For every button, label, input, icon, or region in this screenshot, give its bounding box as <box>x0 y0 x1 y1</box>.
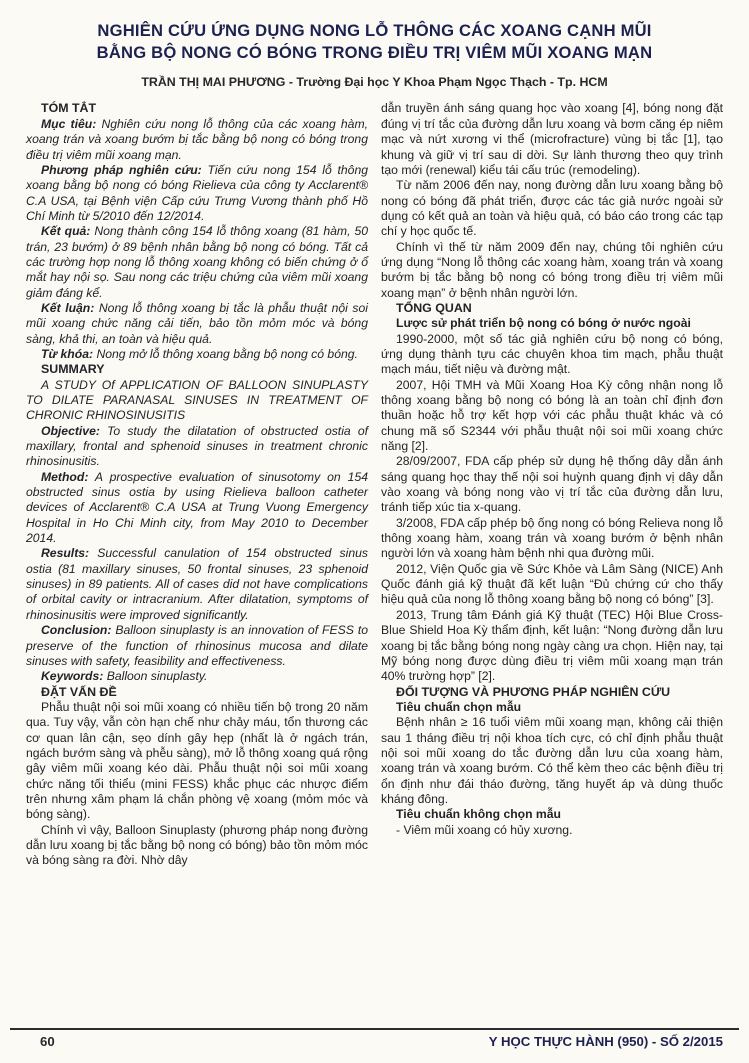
paragraph-continuation: dẫn truyền ánh sáng quang học vào xoang [4], bóng nong đặt đúng vị trí tắc của đường dẫn lưu xoang và bơm căng ép niêm mạc và nứt xương vi thể (microfracture) vùng bị tắc [1], tạo khung và giữ vị trí sau di dời. Sự lành thương theo quy trình tạo mới (renewal) kiểu tái cấu trúc (remodeling). <box>381 101 723 177</box>
para-text: Tiến cứu nong 154 lỗ thông xoang bằng bộ nong có bóng Rielieva của công ty Acclarent® C.A USA, tại Bệnh viện Cấp cứu Trưng Vương thành phố Hồ Chí Minh từ 5/2010 đến 12/2014. <box>26 162 369 223</box>
summary-results <box>26 546 368 623</box>
subheading-tieu-chuan-chon-mau: Tiêu chuẩn chọn mẫu <box>396 699 522 714</box>
abstract-vietnamese <box>26 101 368 362</box>
heading-tom-tat: TÓM TẮT <box>41 101 97 116</box>
para-text: Successful canulation of 154 obstructed sinus ostia (81 maxillary sinuses, 50 frontal sinuses, 23 sphenoid sinuses) in 89 patients. All of cases did not have complications of orbital cavity or intracranium. After dilatation, symptoms of rhinosinusitis were improved significantly. <box>26 546 368 622</box>
heading-tong-quan: TỔNG QUAN <box>396 300 472 315</box>
para-label: Method: <box>41 469 89 484</box>
para-text: Nghiên cứu nong lỗ thông của các xoang hàm, xoang trán và xoang bướm bị tắc bằng bộ nong có bóng trong điều trị viêm mũi xoang mạn. <box>26 116 368 162</box>
right-column <box>381 101 723 868</box>
abstract-vi-tu-khoa <box>26 347 368 362</box>
two-column-body <box>26 101 723 868</box>
para-text: Nong thành công 154 lỗ thông xoang (81 hàm, 50 trán, 23 bướm) ở 89 bệnh nhân bằng bộ nong có bóng. Tất cả các trường hợp nong lỗ thông xoang không có biến chứng ở ổ mắt hay nội sọ. Sau nong các triệu chứng của viêm mũi xoang giảm đáng kể. <box>26 224 368 300</box>
paragraph: 28/09/2007, FDA cấp phép sử dụng hệ thống dây dẫn ánh sáng quang học thay thế nội soi huỳnh quang định vị dây dẫn vào xoang và bóng nong vào vị trí tắc của đường dẫn lưu, tránh tiếp xúc tia x-quang. <box>381 454 723 515</box>
para-label: Objective: <box>41 423 100 438</box>
abstract-english <box>26 362 368 684</box>
summary-keywords <box>26 669 368 684</box>
subheading-tieu-chuan-khong-chon-mau: Tiêu chuẩn không chọn mẫu <box>396 807 561 822</box>
summary-method <box>26 470 368 547</box>
heading-doi-tuong: ĐỐI TƯỢNG VÀ PHƯƠNG PHÁP NGHIÊN CỨU <box>396 684 671 699</box>
article-title <box>56 20 693 64</box>
article-header <box>26 20 723 89</box>
paragraph: Chính vì vậy, Balloon Sinuplasty (phương pháp nong đường dẫn lưu xoang bị tắc bằng bộ nong có bóng) bảo tồn mỏm móc và bóng sàng ra đời. Nhờ dây <box>26 822 368 868</box>
paragraph: - Viêm mũi xoang có hủy xương. <box>396 822 573 837</box>
article-title-line2: BẰNG BỘ NONG CÓ BÓNG TRONG ĐIỀU TRỊ VIÊM MŨI XOANG MẠN <box>96 43 653 63</box>
para-label: Phương pháp nghiên cứu: <box>41 162 202 177</box>
para-label: Mục tiêu: <box>41 116 97 131</box>
left-column <box>26 101 368 868</box>
para-label: Results: <box>41 546 90 561</box>
para-text: Nong lỗ thông xoang bị tắc là phẫu thuật nội soi mũi xoang chức năng cải tiến, bảo tồn mỏm móc và bóng sàng, khả thi, an toàn và hiệu quả. <box>26 300 369 346</box>
para-label: Keywords: <box>41 669 104 684</box>
section-doi-tuong-phuong-phap <box>381 685 723 838</box>
paragraph: 2013, Trung tâm Đánh giá Kỹ thuật (TEC) Hội Blue Cross-Blue Shield Hoa Kỳ thẩm định, kết luận: “Nong đường dẫn lưu xoang bị tắc bằng bóng nong ngày càng ưa chọn. Hiện nay, tại Mỹ bóng nong được dùng điều trị viêm mũi xoang mạn trán 40% trường hợp” [2]. <box>381 607 723 684</box>
para-text: Nong mở lỗ thông xoang bằng bộ nong có bóng. <box>96 346 358 361</box>
paragraph: 1990-2000, một số tác giả nghiên cứu bộ nong có bóng, ứng dụng thành tựu các chuyên khoa tim mạch, phẫu thuật mạch máu, tiết niệu và đường mật. <box>381 331 723 377</box>
page-footer <box>10 1028 739 1049</box>
section-tong-quan <box>381 301 723 685</box>
summary-objective <box>26 424 368 470</box>
summary-title: A STUDY Of APPLICATION OF BALLOON SINUPLASTY TO DILATE PARANASAL SINUSES IN TREATMENT OF CHRONIC RHINOSINUSITIS <box>26 377 368 423</box>
page-number: 60 <box>40 1034 55 1049</box>
paragraph: 3/2008, FDA cấp phép bộ ống nong có bóng Relieva nong lỗ thông xoang hàm, xoang trán và xoang bướm ở bệnh nhân người lớn và xoang hàm bệnh nhi qua đường mũi. <box>381 515 723 561</box>
section-dat-van-de <box>26 685 368 869</box>
para-text: A prospective evaluation of sinusotomy on 154 obstructed sinus ostia by using Rielieva balloon catheter devices of Acclarent® C.A USA at Trung Vuong Emergency Hospital in Ho Chi Minh city, from May 2010 to December 2014. <box>26 469 369 546</box>
section-dat-van-de-continued <box>381 101 723 300</box>
abstract-vi-muc-tieu <box>26 117 368 163</box>
abstract-vi-ket-luan <box>26 301 368 347</box>
paragraph: Bệnh nhân ≥ 16 tuổi viêm mũi xoang mạn, không cải thiện sau 1 tháng điều trị nội khoa tích cực, có chỉ định phẫu thuật nội soi mũi xoang do tắc đường dẫn lưu của xoang hàm, xoang trán và xoang bướm. Có thể kèm theo các bệnh điều trị ổn định như đái tháo đường, tăng huyết áp và dùng thuốc kháng đông. <box>381 715 723 806</box>
para-text: To study the dilatation of obstructed ostia of maxillary, frontal and sphenoid sinuses in treatment chronic rhinosinusitis. <box>26 423 368 469</box>
para-label: Từ khóa: <box>41 346 94 361</box>
subheading-luoc-su: Lược sử phát triển bộ nong có bóng ở nước ngoài <box>396 316 691 331</box>
paragraph: Từ năm 2006 đến nay, nong đường dẫn lưu xoang bằng bộ nong có bóng đã phát triển, được các tác giả nước ngoài sử dụng có kết quả an toàn và hiệu quả, có báo cáo trong các tạp chí y học quốc tế. <box>381 178 723 239</box>
paragraph: Chính vì thế từ năm 2009 đến nay, chúng tôi nghiên cứu ứng dụng “Nong lỗ thông các xoang hàm, xoang trán và xoang bướm bị tắc bằng bộ nong có bóng trong điều trị viêm mũi xoang mạn” ở bệnh nhân người lớn. <box>381 239 723 300</box>
para-label: Conclusion: <box>41 623 112 638</box>
paragraph: Phẫu thuật nội soi mũi xoang có nhiều tiến bộ trong 20 năm qua. Tuy vậy, vẫn còn hạn chế như chảy máu, tổn thương các cơ quan lân cận, sẹo dính gây hẹp (nhất là ở ngách trán, ngách bướm sàng và phễu sàng), mở lỗ thông xoang quá rộng gây viêm mũi xoang kéo dài. Phẫu thuật nội soi mũi xoang chức năng tối thiểu (mini FESS) khắc phục các nhược điểm trên nhưng xâm phạm lá chắn phòng vệ xoang (mỏm móc và bóng sàng). <box>26 699 368 822</box>
article-author: TRẦN THỊ MAI PHƯƠNG - Trường Đại học Y Khoa Phạm Ngọc Thạch - Tp. HCM <box>141 75 608 90</box>
abstract-vi-ket-qua <box>26 224 368 301</box>
heading-dat-van-de: ĐẶT VẤN ĐỀ <box>41 684 117 699</box>
article-title-line1: NGHIÊN CỨU ỨNG DỤNG NONG LỖ THÔNG CÁC XOANG CẠNH MŨI <box>97 21 652 40</box>
para-text: Balloon sinuplasty. <box>106 669 208 684</box>
summary-conclusion <box>26 623 368 669</box>
para-label: Kết luận: <box>41 300 95 315</box>
journal-name: Y HỌC THỰC HÀNH (950) - SỐ 2/2015 <box>488 1034 723 1049</box>
heading-summary: SUMMARY <box>41 362 105 377</box>
para-label: Kết quả: <box>41 224 91 239</box>
para-text: Balloon sinuplasty is an innovation of FESS to preserve of the function of rhinosinus mucosa and dilate sinuses with safety, feasibility and effectiveness. <box>26 623 369 668</box>
paragraph: 2007, Hội TMH và Mũi Xoang Hoa Kỳ công nhận nong lỗ thông xoang bằng bộ nong có bóng là an toàn chỉ định đơn thuần hoặc hỗ trợ kết hợp với các phẫu thuật khác và có chung mã số S2344 với phẫu thuật nội soi mũi xoang chức năng [2]. <box>381 377 723 454</box>
abstract-vi-phuong-phap <box>26 163 368 224</box>
paragraph: 2012, Viện Quốc gia về Sức Khỏe và Lâm Sàng (NICE) Anh Quốc đánh giá kỹ thuật đã kết luận “Đủ chứng cứ cho thấy hiệu quả của nong lỗ thông xoang bằng bộ nong có bóng” [3]. <box>381 561 723 607</box>
